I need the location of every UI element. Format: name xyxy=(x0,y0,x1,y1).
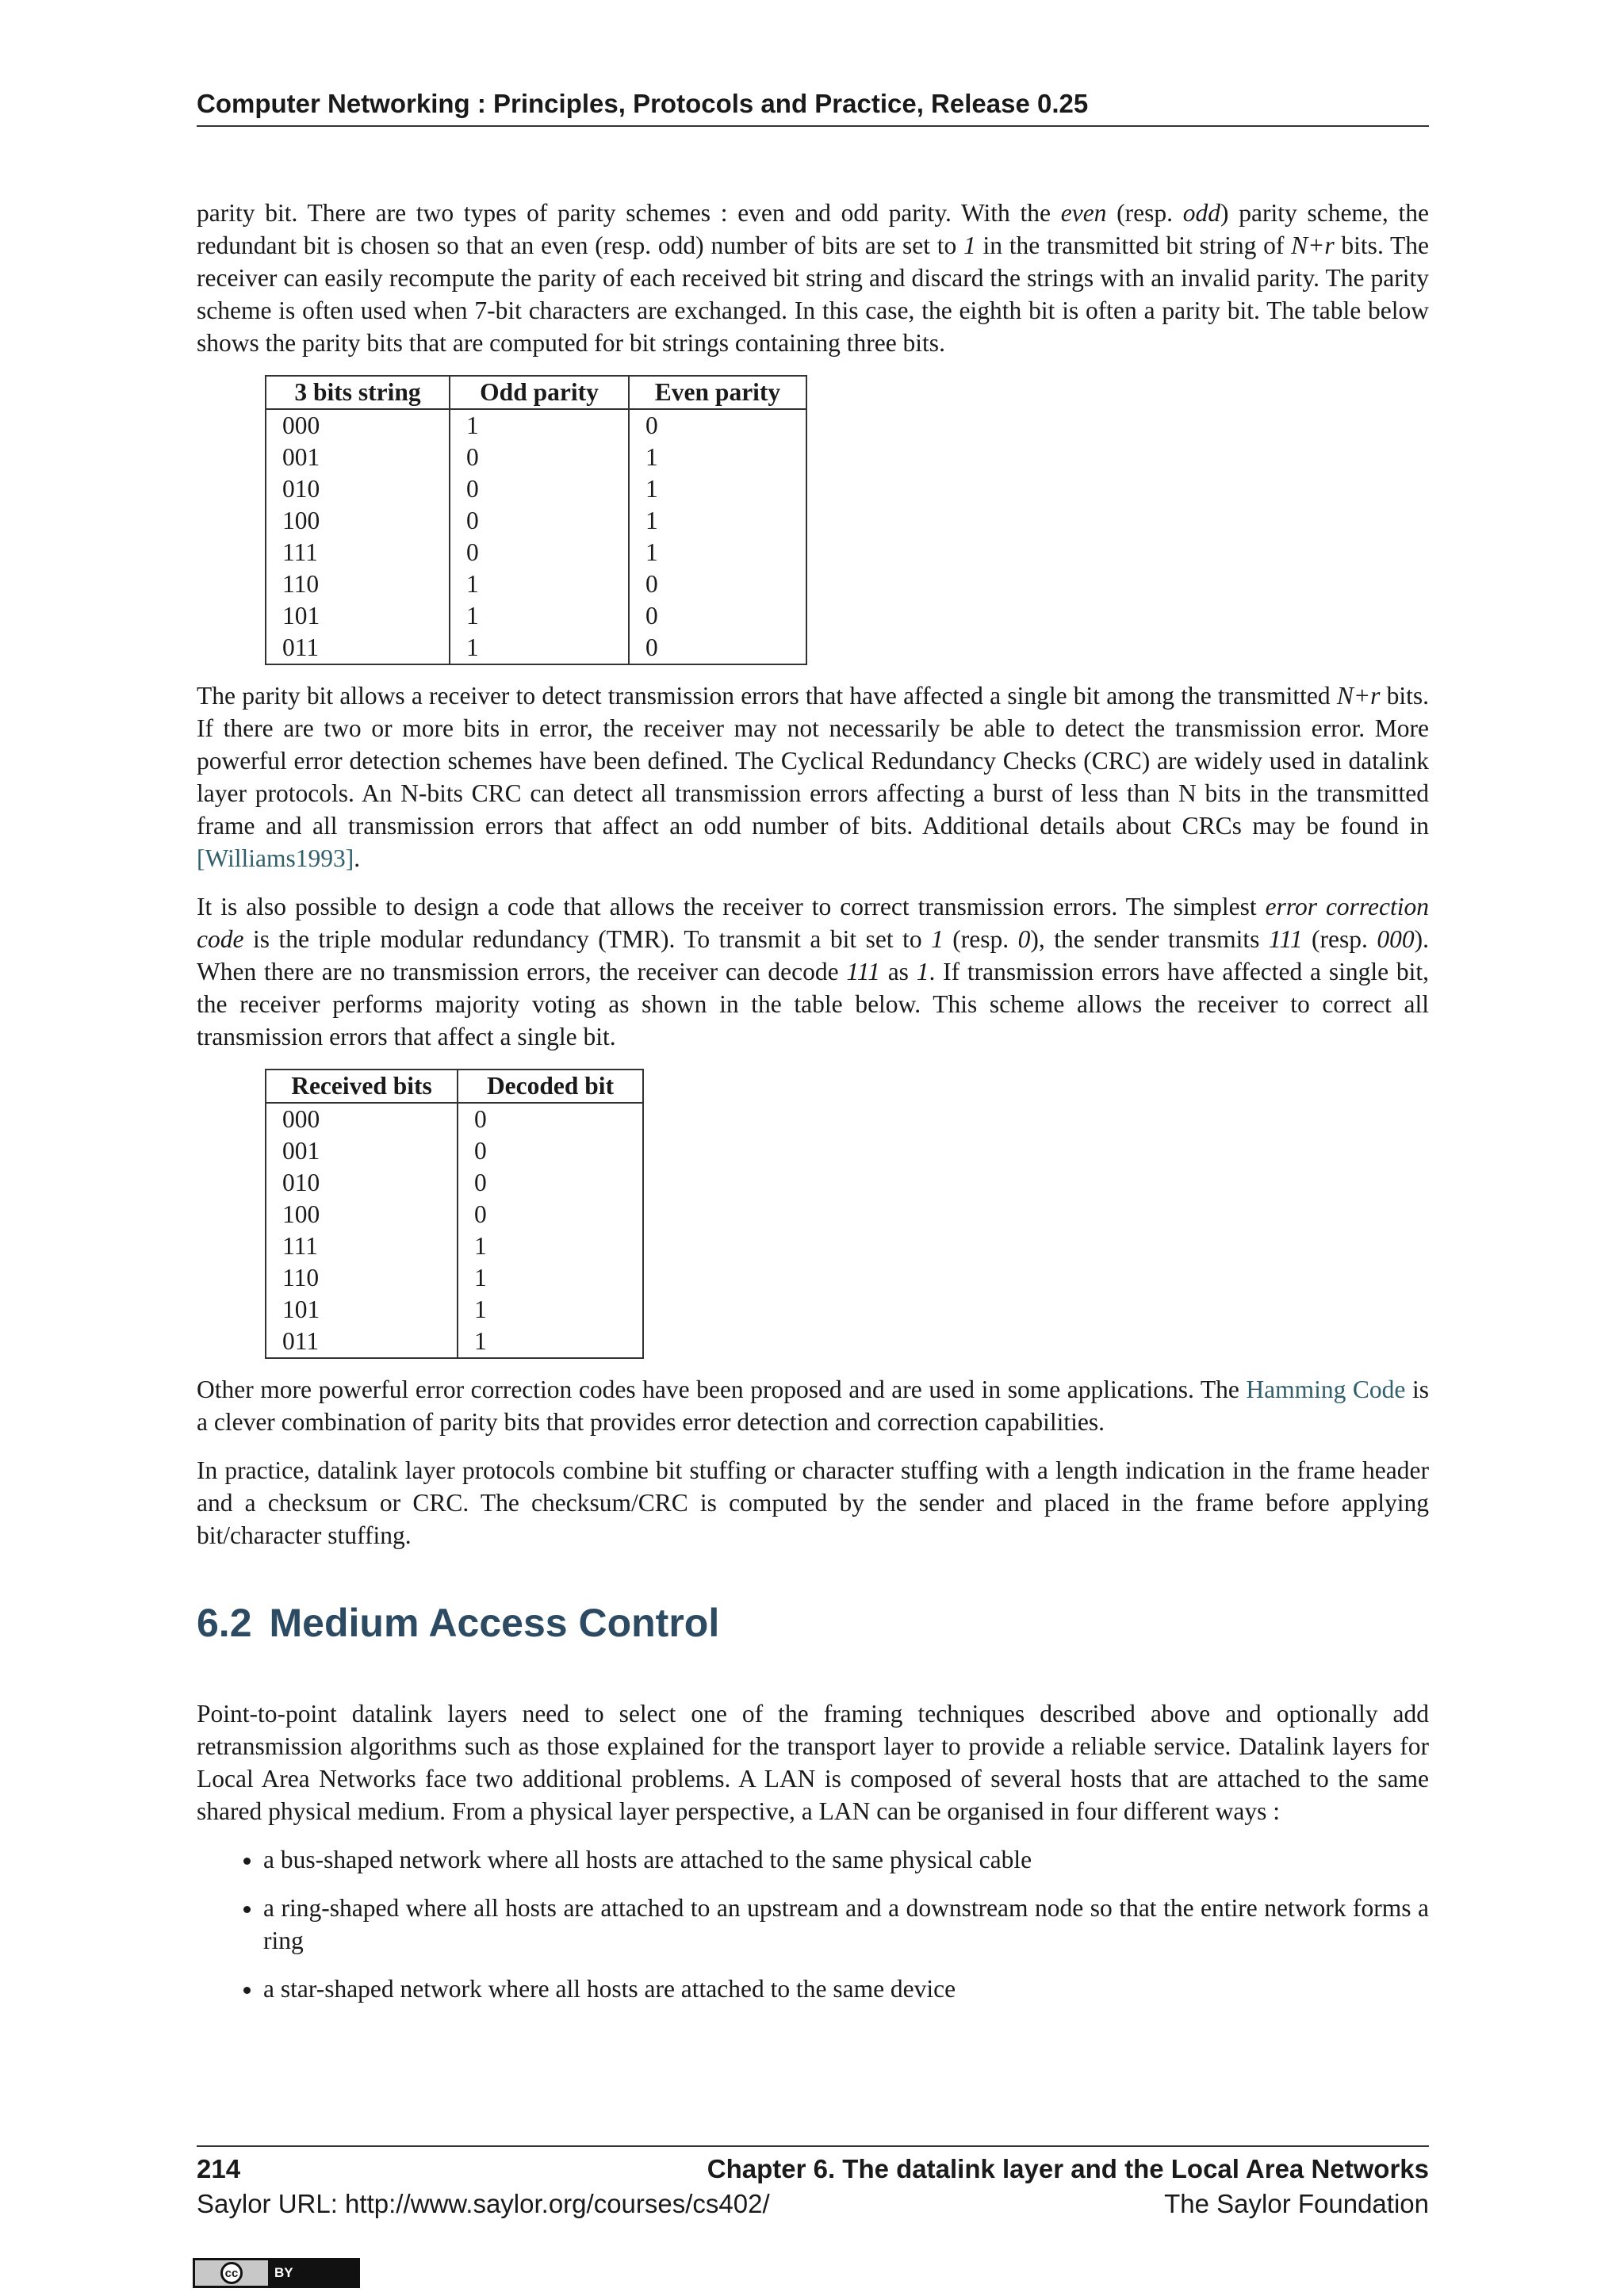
cc-by-license-badge xyxy=(193,2258,360,2288)
tmr-table-header: Decoded bit xyxy=(458,1070,643,1103)
running-header: Computer Networking : Principles, Protocols and Practice, Release 0.25 xyxy=(197,89,1429,127)
parity-table xyxy=(265,375,807,665)
stuffing-paragraph: In practice, datalink layer protocols combine bit stuffing or character stuffing with a length indication in the frame header and a checksum or CRC. The checksum/CRC is computed by the sender and placed in the frame before applying bit/character stuffing. xyxy=(197,1456,1429,1549)
table-row: 100 0 1 xyxy=(266,505,806,537)
table-row: 111 0 1 xyxy=(266,537,806,568)
cc-icon: cc xyxy=(220,2262,243,2284)
table-row: 101 1 xyxy=(266,1294,643,1326)
page-footer xyxy=(197,2145,1429,2221)
citation-williams1993-link[interactable]: [Williams1993] xyxy=(197,844,354,872)
table-row: 010 0 xyxy=(266,1167,643,1199)
table-row: 001 0 xyxy=(266,1135,643,1167)
hamming-code-link[interactable]: Hamming Code xyxy=(1246,1376,1406,1403)
table-row: 111 1 xyxy=(266,1230,643,1262)
tmr-table-header: Received bits xyxy=(266,1070,458,1103)
parity-table-header: Even parity xyxy=(629,376,806,409)
crc-paragraph: The parity bit allows a receiver to detect transmission errors that have affected a single bit among the transmitted N+r bits. If there are two or more bits in error, the receiver may not necessarily be able to detect the transmission error. More powerful error detection schemes have been defined. The Cyclical Redundancy Checks (CRC) are widely used in datalink layer protocols. An N-bits CRC can detect all transmission errors affecting a burst of less than N bits in the transmitted frame and all transmission errors that affect an odd number of bits. Additional details about CRCs may be found in [Williams1993]. xyxy=(197,682,1429,872)
list-item: • a bus-shaped network where all hosts are attached to the same physical cable xyxy=(263,1843,1429,1876)
table-row: 101 1 0 xyxy=(266,600,806,632)
parity-table-header: Odd parity xyxy=(450,376,629,409)
section-title: Medium Access Control xyxy=(269,1601,720,1645)
page-content xyxy=(197,197,1429,2021)
list-item: • a ring-shaped where all hosts are attached to an upstream and a downstream node so that the entire network forms a ring xyxy=(263,1892,1429,1957)
page-number: 214 xyxy=(197,2154,241,2183)
tmr-table xyxy=(265,1069,644,1359)
table-row: 110 1 0 xyxy=(266,568,806,600)
section-number: 6.2 xyxy=(197,1601,252,1645)
section-heading xyxy=(197,1599,1429,1647)
mac-paragraph: Point-to-point datalink layers need to select one of the framing techniques described above and optionally add retransmission algorithms such as those explained for the transport layer to provide a reliable service. Datalink layers for Local Area Networks face two additional problems. A LAN is composed of several hosts that are attached to the same shared physical medium. From a physical layer perspective, a LAN can be organised in four different ways : xyxy=(197,1700,1429,1825)
saylor-url: Saylor URL: http://www.saylor.org/courses/cs402/ xyxy=(197,2189,770,2218)
table-row: 000 1 0 xyxy=(266,409,806,442)
topology-list xyxy=(197,1843,1429,2005)
table-row: 011 1 0 xyxy=(266,632,806,664)
table-row: 001 0 1 xyxy=(266,442,806,473)
table-row: 010 0 1 xyxy=(266,473,806,505)
table-row: 100 0 xyxy=(266,1199,643,1230)
parity-table-header: 3 bits string xyxy=(266,376,450,409)
hamming-paragraph: Other more powerful error correction codes have been proposed and are used in some applications. The Hamming Code is a clever combination of parity bits that provides error detection and correction capabilities. xyxy=(197,1376,1429,1436)
list-item: • a star-shaped network where all hosts are attached to the same device xyxy=(263,1973,1429,2005)
intro-paragraph: parity bit. There are two types of parity schemes : even and odd parity. With the even (resp. odd) parity scheme, the redundant bit is chosen so that an even (resp. odd) number of bits are set to 1 in the transmitted bit string of N+r bits. The receiver can easily recompute the parity of each received bit string and discard the strings with an invalid parity. The parity scheme is often used when 7-bit characters are exchanged. In this case, the eighth bit is often a parity bit. The table below shows the parity bits that are computed for bit strings containing three bits. xyxy=(197,199,1429,357)
tmr-paragraph: It is also possible to design a code that allows the receiver to correct transmission errors. The simplest error correction code is the triple modular redundancy (TMR). To transmit a bit set to 1 (resp. 0), the sender transmits 111 (resp. 000). When there are no transmission errors, the receiver can decode 111 as 1. If transmission errors have affected a single bit, the receiver performs majority voting as shown in the table below. This scheme allows the receiver to correct all transmission errors that affect a single bit. xyxy=(197,893,1429,1050)
saylor-foundation: The Saylor Foundation xyxy=(1164,2189,1429,2218)
table-row: 011 1 xyxy=(266,1326,643,1358)
table-row: 000 0 xyxy=(266,1103,643,1135)
table-row: 110 1 xyxy=(266,1262,643,1294)
chapter-title: Chapter 6. The datalink layer and the Local Area Networks xyxy=(707,2154,1429,2183)
by-label: BY xyxy=(268,2260,358,2286)
